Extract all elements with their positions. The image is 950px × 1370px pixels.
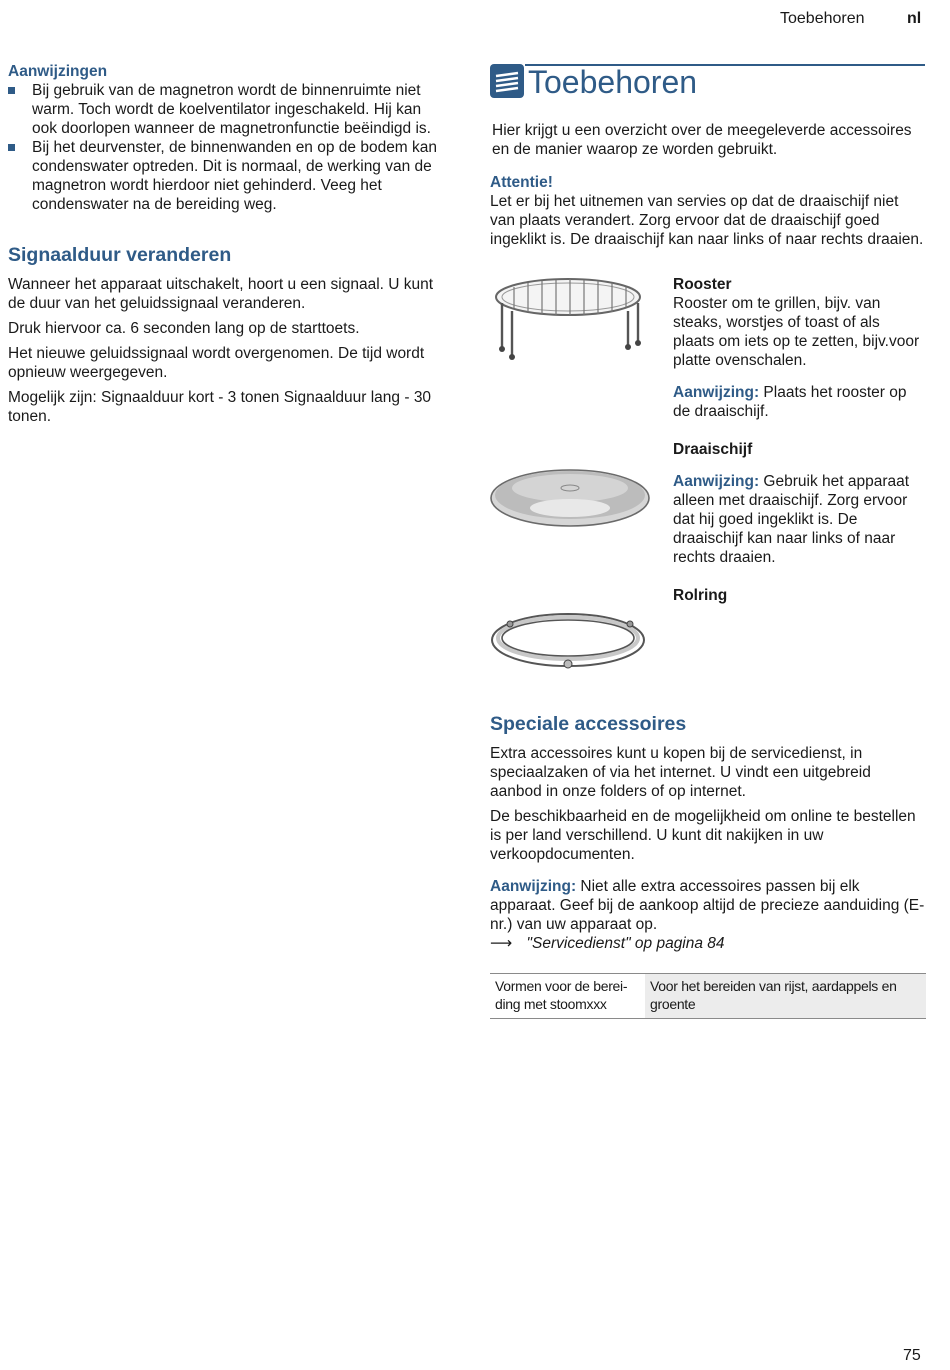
note-label: Aanwijzing: <box>673 384 760 401</box>
intro-text: Hier krijgt u een overzicht over de meegeleverde accessoires en de manier waarop ze worden gebruikt. <box>492 122 912 158</box>
cross-reference-link[interactable]: "Servicedienst" op pagina 84 <box>526 935 725 952</box>
paragraph: Mogelijk zijn: Signaalduur kort - 3 tonen Signaalduur lang - 30 tonen. <box>8 389 432 425</box>
running-header-title: Toebehoren <box>780 10 865 27</box>
notes-list <box>8 81 448 214</box>
page-number: 75 <box>903 1347 921 1364</box>
table-row <box>490 974 926 1019</box>
arrow-icon: ⟶ <box>490 935 513 952</box>
left-column <box>8 62 448 432</box>
accessory-rooster <box>490 275 925 421</box>
notes-label: Aanwijzingen <box>8 63 108 80</box>
accessories-icon <box>490 64 524 98</box>
paragraph: De beschikbaarheid en de mogelijkheid om online te bestellen is per land verschillend. U kunt dit nakijken in uw verkoopdocumenten. <box>490 808 916 863</box>
accessory-draaischijf <box>490 440 925 567</box>
list-item <box>8 81 448 138</box>
turntable-icon <box>490 462 655 537</box>
accessory-note: Plaats het rooster op de draaischijf. <box>673 384 907 420</box>
language-code: nl <box>907 10 922 27</box>
accessory-rolring <box>490 586 925 736</box>
roller-ring-icon <box>490 606 655 681</box>
section-heading: Signaalduur veranderen <box>8 244 232 266</box>
page-title: Toebehoren <box>528 64 698 100</box>
special-note: Niet alle extra accessoires passen bij elk apparaat. Geef bij de aankoop altijd de precieze aanduiding (E-nr.) van uw apparaat op. <box>490 878 925 933</box>
section-heading: Speciale accessoires <box>490 713 687 735</box>
paragraph: Wanneer het apparaat uitschakelt, hoort u een signaal. U kunt de duur van het geluidssignaal veranderen. <box>8 276 434 312</box>
accessory-desc: Rooster om te grillen, bijv. van steaks, worstjes of toast of als plaats om iets op te zetten, bijv.voor platte ovenschalen. <box>673 295 920 369</box>
right-column <box>490 60 925 1019</box>
paragraph: Het nieuwe geluidssignaal wordt overgenomen. De tijd wordt opnieuw weergegeven. <box>8 345 425 381</box>
note-text: Bij het deurvenster, de binnenwanden en op de bodem kan condenswater optreden. Dit is normaal, de werking van de magnetron wordt hierdoor niet gehinderd. Veeg het condenswater na de bereiding weg. <box>32 139 438 213</box>
paragraph: Druk hiervoor ca. 6 seconden lang op de starttoets. <box>8 320 360 337</box>
wire-rack-icon <box>490 275 650 370</box>
square-bullet-icon <box>8 87 15 94</box>
table-cell-use: Voor het bereiden van rijst, aardappels en groente <box>645 974 926 1019</box>
accessory-name: Rooster <box>673 276 732 293</box>
paragraph: Extra accessoires kunt u kopen bij de servicedienst, in speciaalzaken of via het internet. U vindt een uitgebreid aanbod in onze folders of op internet. <box>490 745 871 800</box>
attention-text: Let er bij het uitnemen van servies op dat de draaischijf niet van plaats verandert. Zorg ervoor dat de draaischijf goed ingeklikt is. De draaischijf kan naar links of naar rechts draaien. <box>490 193 924 248</box>
section-header <box>490 60 925 104</box>
accessory-table <box>490 973 926 1019</box>
table-cell-item: Vormen voor de berei-ding met stoomxxx <box>495 978 628 1012</box>
accessory-name: Rolring <box>673 587 728 604</box>
note-label: Aanwijzing: <box>673 473 760 490</box>
square-bullet-icon <box>8 144 15 151</box>
accessory-name: Draaischijf <box>673 441 753 458</box>
list-item <box>8 138 448 214</box>
accessory-note: Gebruik het apparaat alleen met draaischijf. Zorg ervoor dat hij goed ingeklikt is. De draaischijf kan naar links of naar rechts draaien. <box>673 473 910 566</box>
note-label: Aanwijzing: <box>490 878 577 895</box>
attention-label: Attentie! <box>490 174 553 191</box>
note-text: Bij gebruik van de magnetron wordt de binnenruimte niet warm. Toch wordt de koelventilator ingeschakeld. Hij kan ook doorlopen wanneer de magnetronfunctie beëindigd is. <box>32 82 431 137</box>
